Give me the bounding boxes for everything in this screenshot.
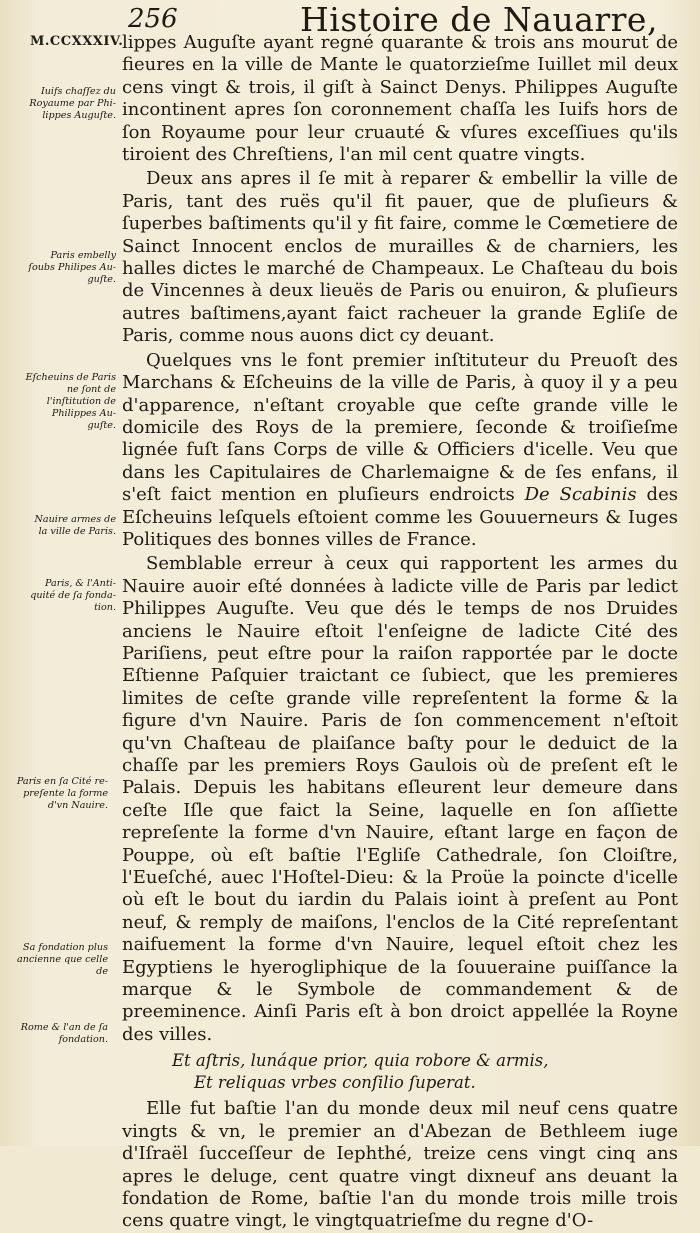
margin-notes bbox=[0, 0, 120, 1146]
paragraph-4: Semblable erreur à ceux qui rapportent les armes du Nauire auoir eſté données à ladicte ville de Paris par ledict Philippes Auguſte. Veu que dés le temps de nos Druides anciens le Nauire eſtoit l'enſeigne de ladicte Cité des Pariſiens, peut eſtre pour la raiſon rapportée par le docte Eſtienne Paſquier traictant ce ſubiect, que les premieres limites de ceſte grande ville repreſentent la forme & la figure d'vn Nauire. Paris de ſon commencement n'eſtoit qu'vn Chaſteau de plaiſance baſty pour le deduict de la chaſſe par les premiers Roys Gaulois où de preſent eſt le Palais. Depuis les habitans eſleurent leur demeure dans ceſte Iſle que faict la Seine, laquelle en ſon aſſiette repreſente la forme d'vn Nauire, eſtant large en façon de Pouppe, où eſt baſtie l'Egliſe Cathedrale, ſon Cloiſtre, l'Eueſché, auec l'Hoſtel-Dieu: & la Proüe la poincte d'icelle où eſt le bout du iardin du Palais ioint à preſent au Pont neuf, & remply de maiſons, l'enclos de la Cité repreſentant naifuement la forme d'vn Nauire, lequel eſtoit chez les Egyptiens le hyerogliphique de la ſouueraine puiſſance la marque & le Symbole de commandement & de preeminence. Ainſi Paris eſt à bon droict appellée la Royne des villes. bbox=[122, 553, 678, 1045]
margin-note-ship-arms: Nauire armes de la ville de Paris. bbox=[34, 514, 116, 537]
verse-line-1: Et aſtris, lunáque prior, quia robore & armis, bbox=[172, 1051, 549, 1071]
paragraph-5: Elle fut baſtie l'an du monde deux mil neuf cens quatre vingts & vn, le premier an d'Abezan de Bethleem iuge d'Iſraël ſucceſſeur de Iephthé, treize cens vingt cinq ans apres le deluge, cent quatre vingt dixneuf ans deuant la fondation de Rome, baſtie l'an du monde trois mille trois cens quatre vingt, le vingtquatrieſme du regne d'O- bbox=[122, 1098, 678, 1232]
margin-note-ship-shape: Paris en ſa Cité re-preſente la forme d'vn Nauire. bbox=[16, 776, 108, 811]
margin-note-jews-expelled: Iuifs chaſſez du Royaume par Phi-lippes Auguſte. bbox=[29, 86, 116, 121]
verse-line-2: Et reliquas vrbes conſilio ſuperat. bbox=[194, 1073, 476, 1093]
margin-note-paris-antiquity: Paris, & l'Anti-quité de ſa fonda-tion. bbox=[30, 578, 116, 613]
latin-term: De Scabinis bbox=[524, 484, 637, 506]
margin-year: M.CCXXXIV. bbox=[30, 34, 124, 49]
margin-note-rome: Rome & l'an de ſa fondation. bbox=[20, 1022, 108, 1045]
paragraph-2: Deux ans apres il ſe mit à reparer & embellir la ville de Paris, tant des ruës qu'il fit pauer, que de pluſieurs & ſuperbes baſtiments qu'il y fit faire, comme le Cœmetiere de Sainct Innocent enclos de murailles & de charniers, les halles dictes le marché de Champeaux. Le Chaſteau du bois de Vincennes à deux lieuës de Paris ou enuiron, & pluſieurs autres baſtimens,ayant faict racheuer la grande Egliſe de Paris, comme nous auons dict cy deuant. bbox=[122, 168, 678, 347]
margin-note-paris-embellished: Paris embelly ſoubs Philipes Au-guſte. bbox=[28, 250, 116, 285]
main-text bbox=[122, 32, 678, 1233]
paragraph-3 bbox=[122, 350, 678, 552]
margin-note-aldermen: Eſcheuins de Paris ne ſont de l'inſtitution de Philippes Au-guſte. bbox=[25, 372, 116, 431]
page-number: 256 bbox=[128, 4, 178, 34]
latin-verse bbox=[122, 1050, 678, 1094]
margin-note-foundation: Sa fondation plus ancienne que celle de bbox=[16, 942, 108, 977]
paragraph-3-text: Quelques vns le font premier inſtituteur du Preuoſt des Marchans & Eſcheuins de la ville de Paris, à quoy il y a peu d'apparence, n'eſtant croyable que ceſte grande ville le domicile des Roys de la premiere, ſeconde & troiſieſme lignée fuſt ſans Corps de ville & Officiers d'icelle. Veu que dans les Capitulaires de Charlemaigne & de ſes enfans, il s'eſt faict mention en pluſieurs endroicts bbox=[122, 349, 678, 506]
paragraph-3-end: des Eſcheuins leſquels eſtoient comme les Gouuerneurs & Iuges Politiques des bonnes villes de France. bbox=[122, 484, 678, 550]
paragraph-1: lippes Auguſte ayant regné quarante & trois ans mourut de fieures en la ville de Mante le quatorzieſme Iuillet mil deux cens vingt & trois, il giſt à Sainct Denys. Philippes Auguſte incontinent apres ſon coronnement chaſſa les Iuifs hors de ſon Royaume pour leur cruauté & vſures exceſſiues qu'ils tiroient des Chreſtiens, l'an mil cent quatre vingts. bbox=[122, 32, 678, 166]
running-title: Histoire de Nauarre, bbox=[300, 0, 658, 39]
